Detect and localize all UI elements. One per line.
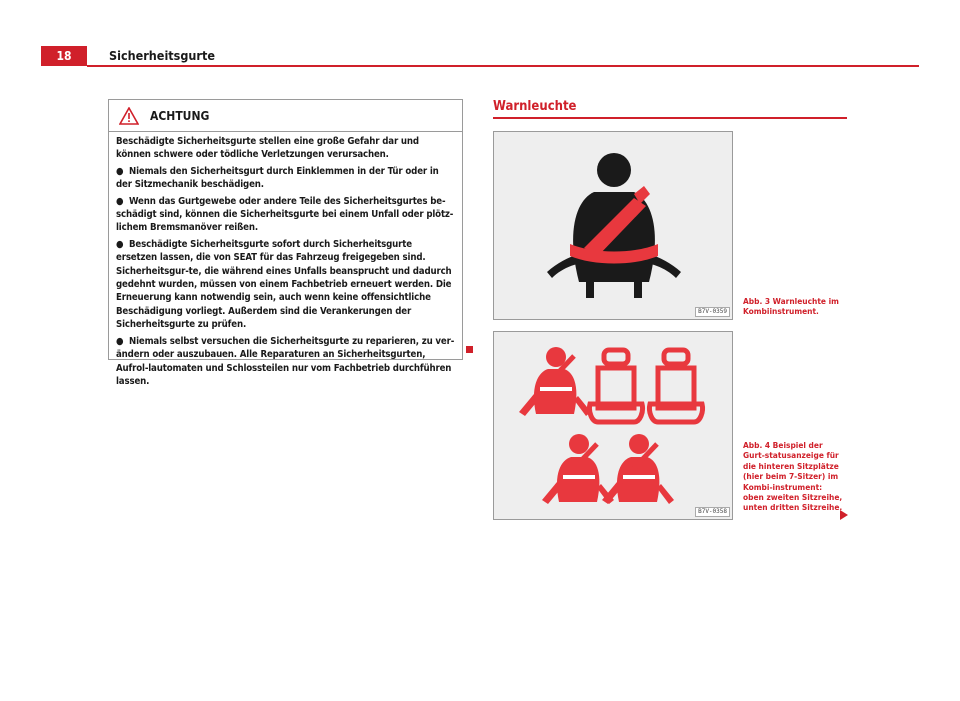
warning-header xyxy=(109,100,462,132)
seatbelt-warning-icon xyxy=(494,132,733,320)
figure-warning-light xyxy=(493,131,733,320)
figure-caption: Abb. 4 Beispiel der Gurt-statusanzeige für die hinteren Sitzplätze (hier beim 7-Sitzer) im Kombi-instrument: oben zweiten Sitzreihe, unten dritten Sitzreihe. xyxy=(743,440,843,513)
warning-bullet xyxy=(116,335,455,389)
warning-bullet xyxy=(116,195,455,235)
figure-caption: Abb. 3 Warnleuchte im Kombiinstrument. xyxy=(743,296,839,317)
section-heading: Warnleuchte xyxy=(493,99,577,114)
figure-code: B7V-0358 xyxy=(695,507,730,517)
warning-triangle-icon xyxy=(119,107,139,125)
continue-arrow-icon xyxy=(840,510,848,520)
section-end-marker xyxy=(466,346,473,353)
page-title: Sicherheitsgurte xyxy=(109,48,215,63)
warning-bullet-text: Beschädigte Sicherheitsgurte sofort durch Sicherheitsgurte ersetzen lassen, die von SEAT für das Fahrzeug freigegeben sind. Sicherheitsgur-te, die während eines Unfalls beansprucht und dadurch gedehnt wurden, müssen von einem Fachbetrieb erneuert werden. Die Erneuerung kann notwendig sein, auch wenn keine offensichtliche Beschädigung vorliegt. Außerdem sind die Verankerungen der Sicherheitsgurte zu prüfen. xyxy=(116,238,452,331)
section-rule xyxy=(493,117,847,119)
belt-status-display-icon xyxy=(494,332,733,520)
bullet-symbol: ● xyxy=(116,335,124,347)
warning-title: ACHTUNG xyxy=(150,108,210,123)
header-rule xyxy=(87,65,919,67)
page-number: 18 xyxy=(41,46,87,66)
figure-belt-status xyxy=(493,331,733,520)
warning-body xyxy=(109,132,462,388)
warning-bullet xyxy=(116,165,455,192)
warning-bullet xyxy=(116,238,455,332)
warning-bullet-text: Niemals selbst versuchen die Sicherheitsgurte zu reparieren, zu ver-ändern oder auszubauen. Alle Reparaturen an Sicherheitsgurten, Aufrol-lautomaten und Schlossteilen nur vom Fachbetrieb durchführen lassen. xyxy=(116,335,455,387)
warning-intro: Beschädigte Sicherheitsgurte stellen eine große Gefahr dar und können schwere oder tödliche Verletzungen verursachen. xyxy=(116,136,419,161)
bullet-symbol: ● xyxy=(116,238,124,250)
warning-box xyxy=(108,99,463,387)
warning-bullet-text: Niemals den Sicherheitsgurt durch Einklemmen in der Tür oder in der Sitzmechanik beschädigen. xyxy=(116,165,439,191)
bullet-symbol: ● xyxy=(116,195,124,207)
bullet-symbol: ● xyxy=(116,165,124,177)
warning-bullet-text: Wenn das Gurtgewebe oder andere Teile des Sicherheitsgurtes be-schädigt sind, können die Sicherheitsgurte bei einem Unfall oder plötz-lichem Bremsmanöver reißen. xyxy=(116,195,454,234)
figure-code: B7V-0359 xyxy=(695,307,730,317)
